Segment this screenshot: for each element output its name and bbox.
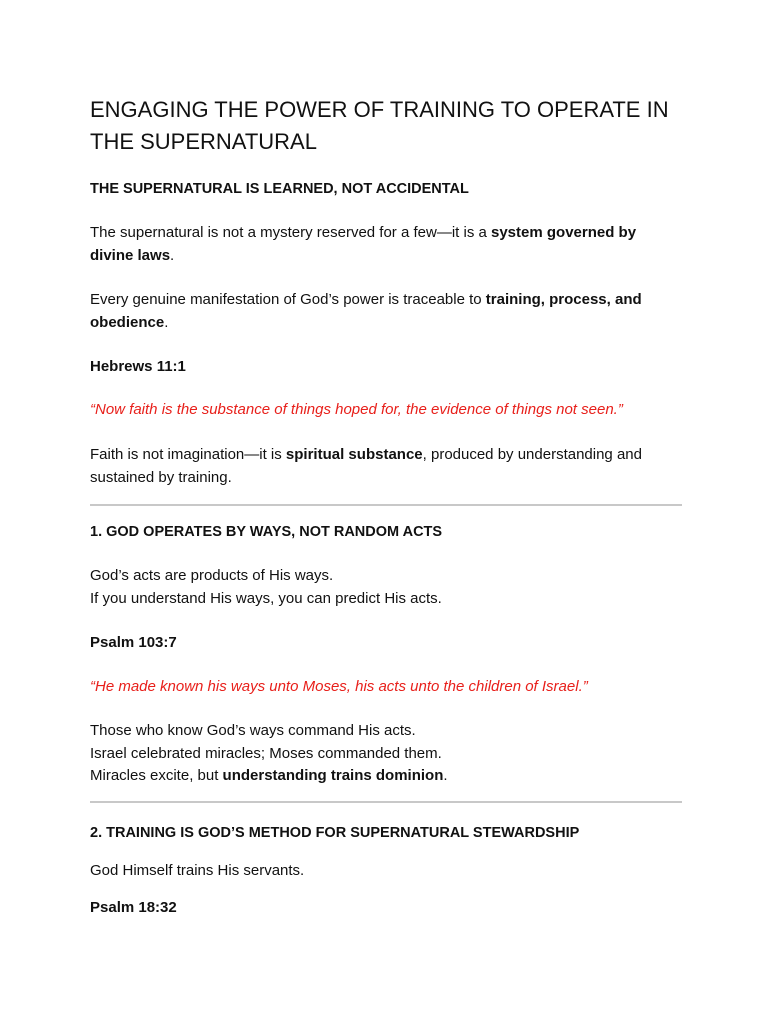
text-line: If you understand His ways, you can predict His acts. bbox=[90, 589, 442, 607]
scripture-reference-psalm-103: Psalm 103:7 bbox=[90, 634, 177, 651]
scripture-quote-psalm-103: “He made known his ways unto Moses, his acts unto the children of Israel.” bbox=[90, 678, 588, 695]
paragraph-god-trains: God Himself trains His servants. bbox=[90, 862, 305, 879]
paragraph-know-ways bbox=[90, 720, 682, 788]
text-run: Miracles excite, but bbox=[90, 767, 223, 784]
scripture-reference-hebrews: Hebrews 11:1 bbox=[90, 358, 186, 375]
text-line: God’s acts are products of His ways. bbox=[90, 567, 334, 584]
bold-text-run: understanding trains dominion bbox=[222, 767, 444, 784]
paragraph-acts-products bbox=[90, 565, 682, 610]
section-divider bbox=[90, 801, 682, 803]
section-heading-intro: THE SUPERNATURAL IS LEARNED, NOT ACCIDENTAL bbox=[90, 181, 469, 197]
section-heading-training: 2. TRAINING IS GOD’S METHOD FOR SUPERNATURAL STEWARDSHIP bbox=[90, 825, 580, 841]
paragraph-manifestation bbox=[90, 289, 682, 334]
text-run: . bbox=[443, 767, 448, 784]
text-run: Faith is not imagination—it is bbox=[90, 446, 286, 463]
scripture-reference-psalm-18: Psalm 18:32 bbox=[90, 899, 177, 916]
text-run: , produced by understanding and sustained by training. bbox=[90, 446, 642, 486]
document-title: ENGAGING THE POWER OF TRAINING TO OPERATE IN THE SUPERNATURAL bbox=[90, 97, 669, 154]
section-divider bbox=[90, 504, 682, 506]
bold-text-run: system governed by divine laws bbox=[90, 224, 637, 264]
bold-text-run: spiritual substance bbox=[285, 446, 423, 463]
bold-text-run: training, process, and obedience bbox=[90, 291, 642, 331]
paragraph-faith-substance bbox=[90, 444, 682, 489]
section-heading-ways: 1. GOD OPERATES BY WAYS, NOT RANDOM ACTS bbox=[90, 524, 443, 540]
text-run: Every genuine manifestation of God’s power is traceable to bbox=[90, 291, 486, 308]
text-run: The supernatural is not a mystery reserved for a few—it is a bbox=[90, 224, 491, 241]
scripture-quote-hebrews: “Now faith is the substance of things hoped for, the evidence of things not seen.” bbox=[90, 401, 623, 418]
text-run: . bbox=[164, 313, 169, 331]
paragraph-supernatural-system bbox=[90, 222, 682, 267]
text-line: Israel celebrated miracles; Moses commanded them. bbox=[90, 744, 442, 762]
text-run: . bbox=[170, 246, 175, 264]
text-line: Those who know God’s ways command His acts. bbox=[90, 722, 416, 739]
